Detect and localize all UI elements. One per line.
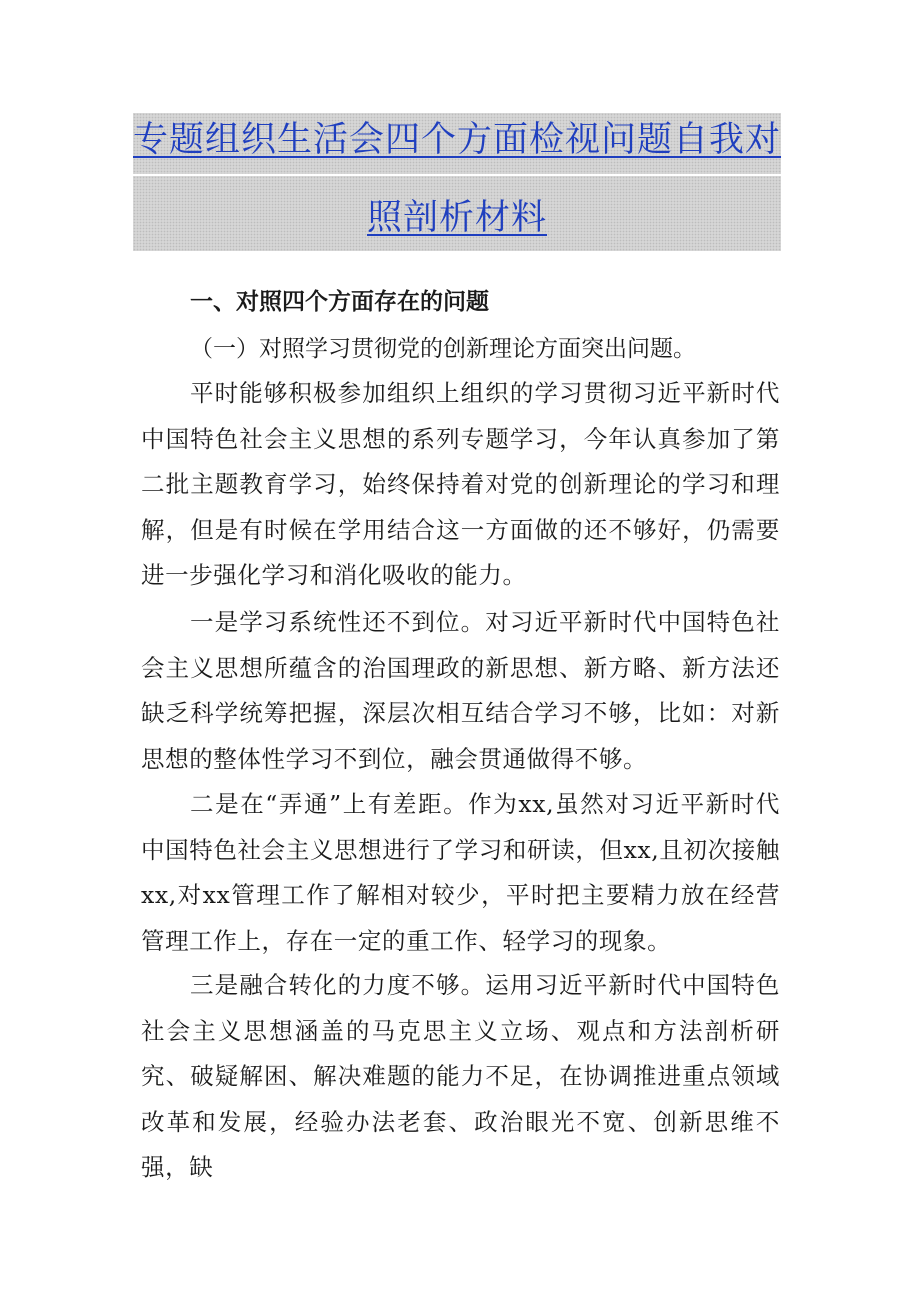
body-paragraph-intro: 平时能够积极参加组织上组织的学习贯彻习近平新时代中国特色社会主义思想的系列专题学习，今年认真参加了第二批主题教育学习，始终保持着对党的创新理论的学习和理解，但是有时候在学用结合这一方面做的还不够好，仍需要进一步强化学习和消化吸收的能力。 (141, 379, 780, 589)
body-paragraph-point-3: 三是融合转化的力度不够。运用习近平新时代中国特色社会主义思想涵盖的马克思主义立场、观点和方法剖析研究、破疑解困、解决难题的能力不足，在协调推进重点领域改革和发展，经验办法老套、政治眼光不宽、创新思维不强，缺 (141, 971, 780, 1181)
subsection-heading: （一）对照学习贯彻党的创新理论方面突出问题。 (190, 336, 696, 362)
body-paragraph-point-2: 二是在“弄通”上有差距。作为xx,虽然对习近平新时代中国特色社会主义思想进行了学习和研读，但xx,且初次接触xx,对xx管理工作了解相对较少，平时把主要精力放在经营管理工作上，存在一定的重工作、轻学习的现象。 (141, 790, 780, 955)
document-title-line-1: 专题组织生活会四个方面检视问题自我对 (133, 120, 782, 160)
title-divider (133, 174, 781, 176)
section-heading: 一、对照四个方面存在的问题 (190, 289, 489, 315)
document-title-line-2: 照剖析材料 (366, 198, 547, 238)
body-paragraph-point-1: 一是学习系统性还不到位。对习近平新时代中国特色社会主义思想所蕴含的治国理政的新思想、新方略、新方法还缺乏科学统筹把握，深层次相互结合学习不够，比如：对新思想的整体性学习不到位，融会贯通做得不够。 (141, 608, 780, 773)
